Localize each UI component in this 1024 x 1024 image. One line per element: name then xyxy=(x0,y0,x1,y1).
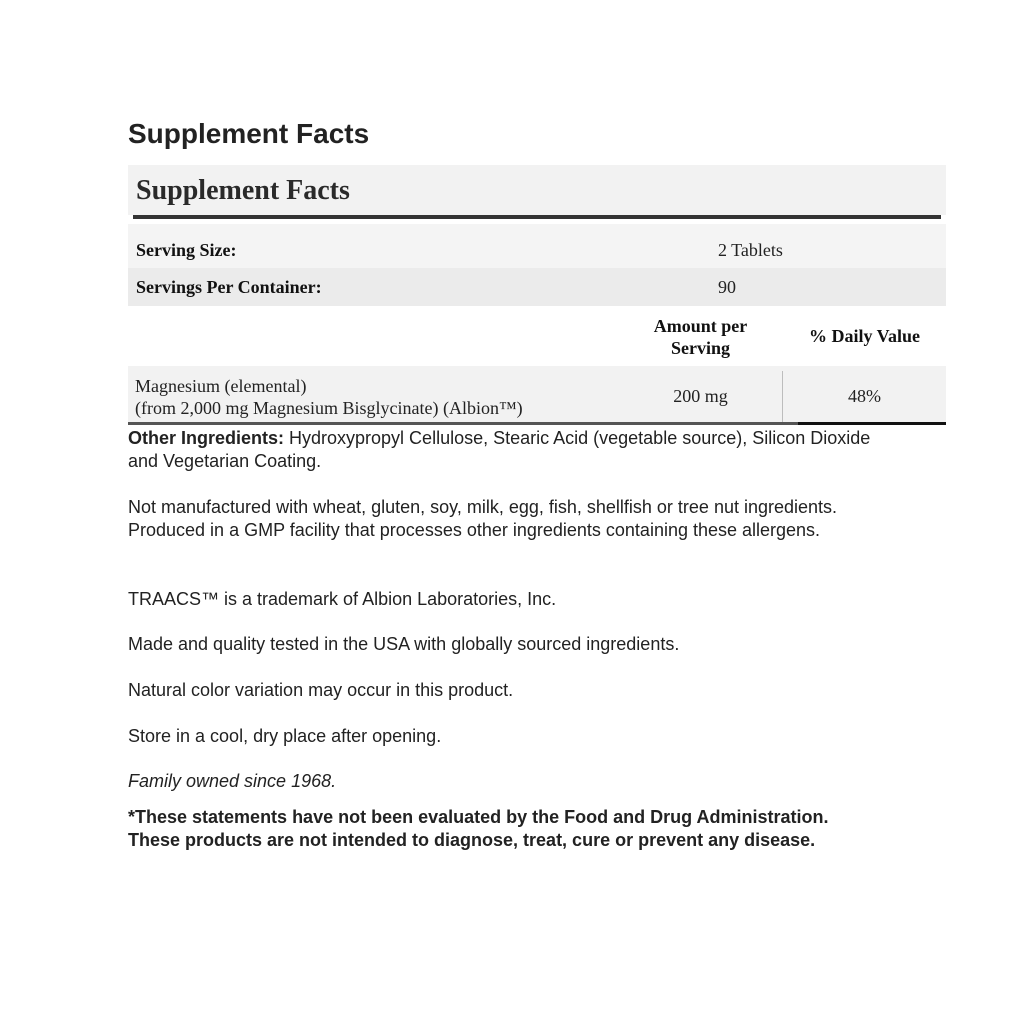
nutrient-name-line1: Magnesium (elemental) xyxy=(135,376,307,396)
disclaimer-line2: These products are not intended to diagnose, treat, cure or prevent any disease. xyxy=(128,829,816,850)
origin-statement: Made and quality tested in the USA with globally sourced ingredients. xyxy=(128,634,680,654)
serving-size-row xyxy=(128,224,946,268)
servings-per-container-label: Servings Per Container: xyxy=(136,277,322,297)
trademark-statement: TRAACS™ is a trademark of Albion Laboratories, Inc. xyxy=(128,589,557,609)
page-heading: Supplement Facts xyxy=(128,118,370,149)
nutrient-name-line2: (from 2,000 mg Magnesium Bisglycinate) (Albion™) xyxy=(135,398,523,418)
column-header-row xyxy=(128,306,946,366)
color-statement: Natural color variation may occur in this product. xyxy=(128,680,514,700)
amount-header-line2: Serving xyxy=(670,338,730,358)
other-ingredients-text: Hydroxypropyl Cellulose, Stearic Acid (vegetable source), Silicon Dioxide and Vegetarian Coating. xyxy=(128,428,871,471)
servings-per-container-value: 90 xyxy=(718,277,736,297)
disclaimer-line1: *These statements have not been evaluated by the Food and Drug Administration. xyxy=(128,807,829,827)
amount-per-serving-header xyxy=(638,315,763,359)
amount-header-line1: Amount per xyxy=(653,316,748,336)
serving-size-label: Serving Size: xyxy=(136,240,237,260)
family-statement: Family owned since 1968. xyxy=(128,771,337,791)
fda-disclaimer xyxy=(128,806,928,851)
facts-bottom-rule xyxy=(128,422,946,425)
facts-panel-title: Supplement Facts xyxy=(128,165,946,215)
facts-title-rule xyxy=(133,215,941,219)
nutrient-amount: 200 mg xyxy=(673,386,728,406)
nutrient-row xyxy=(128,366,946,424)
daily-value-header: % Daily Value xyxy=(808,326,921,346)
allergen-statement: Not manufactured with wheat, gluten, soy, milk, egg, fish, shellfish or tree nut ingredients. Produced in a GMP facility that processes other ingredients containing these allergens. xyxy=(128,497,838,540)
other-ingredients-label: Other Ingredients: xyxy=(128,428,285,448)
servings-per-container-row xyxy=(128,268,946,306)
nutrient-daily-value: 48% xyxy=(848,386,881,406)
storage-statement: Store in a cool, dry place after opening. xyxy=(128,726,442,746)
nutrient-name xyxy=(135,375,523,419)
other-ingredients xyxy=(128,427,888,472)
serving-size-value: 2 Tablets xyxy=(718,240,783,260)
supplement-facts-panel xyxy=(128,165,946,424)
